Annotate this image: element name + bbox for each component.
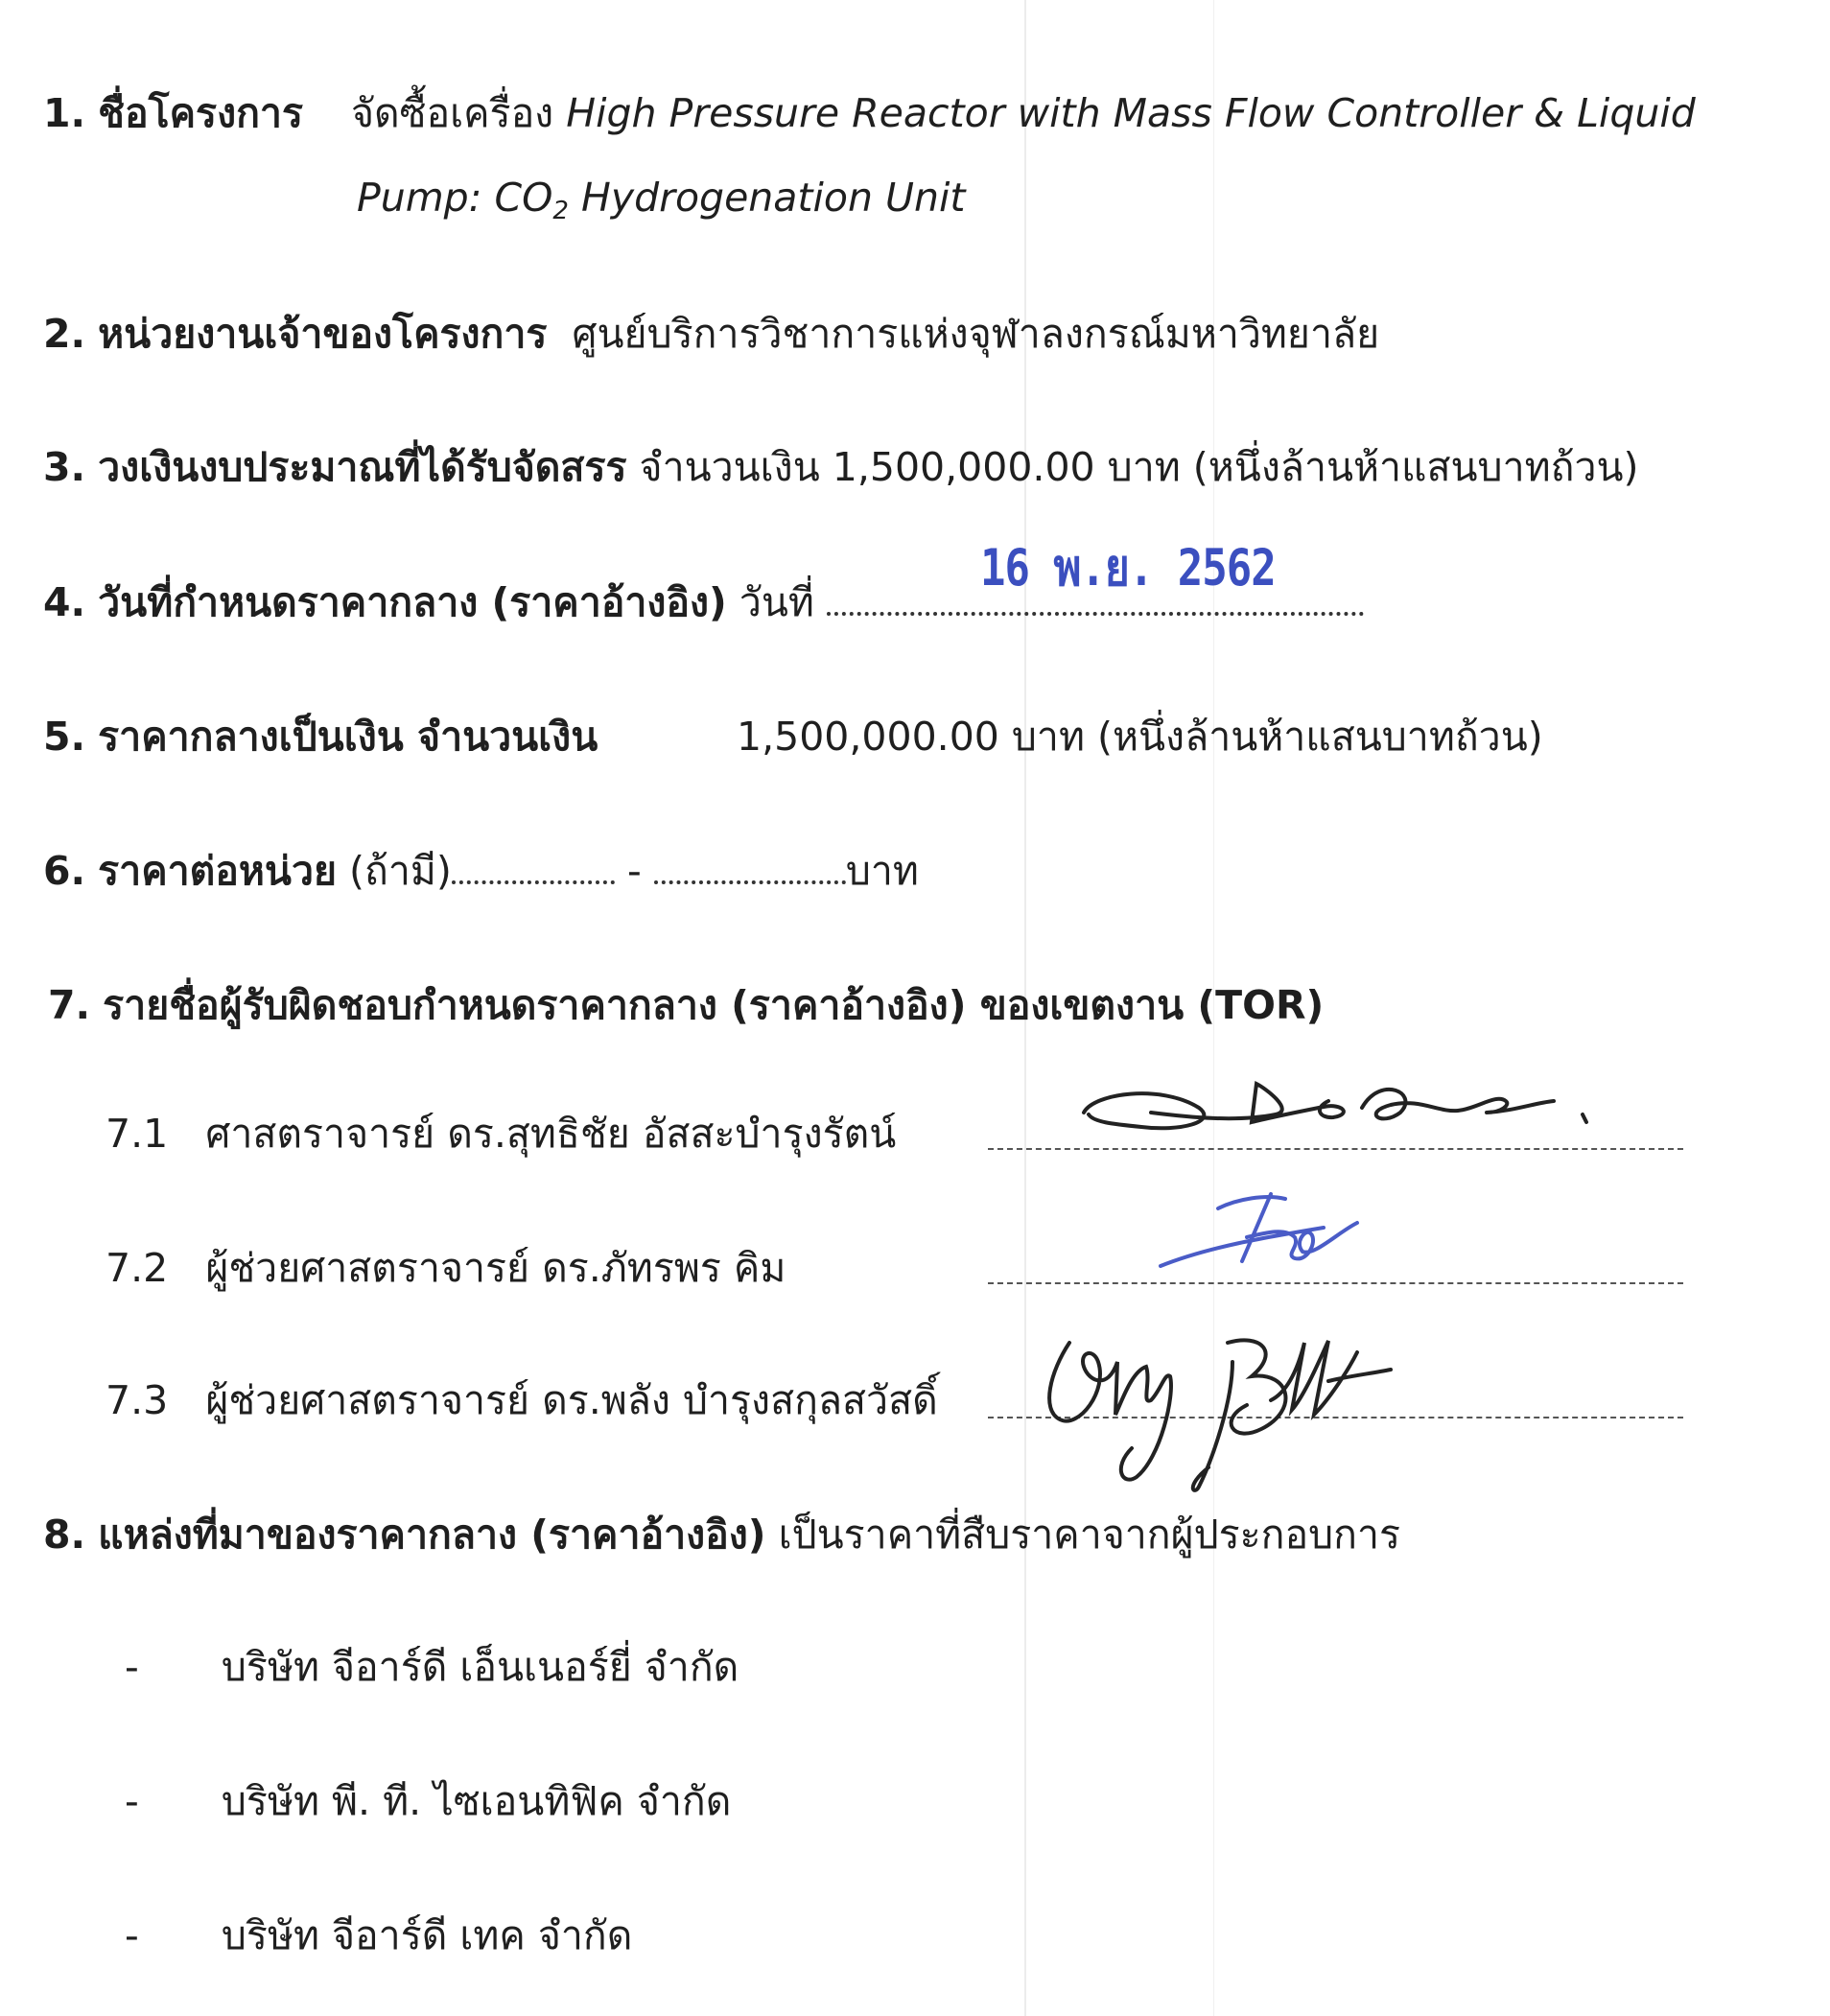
item1-prefix: จัดซื้อเครื่อง — [351, 90, 554, 136]
item5-row — [43, 714, 598, 760]
member-row-7-2 — [106, 1245, 786, 1291]
source-row-3 — [125, 1912, 633, 1958]
item2-number: 2. — [43, 311, 86, 357]
item6-dash: - — [626, 848, 642, 894]
item3-value: จำนวนเงิน 1,500,000.00 บาท (หนึ่งล้านห้าแสนบาทถ้วน) — [639, 444, 1639, 490]
item3-label: วงเงินงบประมาณที่ได้รับจัดสรร — [98, 444, 627, 490]
item6-paren: (ถ้ามี) — [349, 848, 452, 894]
source-name: บริษัท พี. ที. ไซเอนทิฟิค จำกัด — [221, 1778, 732, 1824]
item6-unit: บาท — [845, 848, 919, 894]
item1-title-subscript: 2 — [552, 197, 569, 225]
source-row-1 — [125, 1644, 739, 1690]
item7-label: รายชื่อผู้รับผิดชอบกำหนดราคากลาง (ราคาอ้างอิง) ของเขตงาน (TOR) — [103, 982, 1325, 1028]
item2-row — [43, 311, 1380, 357]
item8-row — [43, 1512, 1401, 1558]
item8-number: 8. — [43, 1512, 86, 1558]
signature-7-2 — [1151, 1180, 1381, 1285]
source-bullet: - — [125, 1912, 139, 1958]
item5-value-wrap — [737, 714, 1543, 760]
item3-row — [43, 444, 1639, 490]
item5-value: 1,500,000.00 บาท (หนึ่งล้านห้าแสนบาทถ้วน) — [737, 714, 1543, 760]
item4-label: วันที่กำหนดราคากลาง (ราคาอ้างอิง) — [98, 579, 727, 625]
item8-label: แหล่งที่มาของราคากลาง (ราคาอ้างอิง) — [98, 1512, 766, 1558]
source-bullet: - — [125, 1644, 139, 1690]
item1-value-line2 — [357, 175, 966, 225]
item4-number: 4. — [43, 579, 86, 625]
item5-label: ราคากลางเป็นเงิน จำนวนเงิน — [98, 714, 598, 760]
item4-value-label: วันที่ — [739, 579, 814, 625]
item8-value: เป็นราคาที่สืบราคาจากผู้ประกอบการ — [778, 1512, 1401, 1558]
member-name: ศาสตราจารย์ ดร.สุทธิชัย อัสสะบำรุงรัตน์ — [205, 1111, 897, 1157]
member-name: ผู้ช่วยศาสตราจารย์ ดร.ภัทรพร คิม — [205, 1245, 786, 1291]
item6-label: ราคาต่อหน่วย — [98, 848, 337, 894]
date-stamp: 16 พ.ย. 2562 — [980, 539, 1276, 598]
source-bullet: - — [125, 1778, 139, 1824]
item1-value-line1 — [351, 90, 1696, 136]
member-row-7-1 — [106, 1111, 897, 1157]
item5-number: 5. — [43, 714, 86, 760]
item1-label: ชื่อโครงการ — [98, 90, 303, 136]
member-number: 7.2 — [106, 1245, 169, 1291]
item1-title-line2-b: Hydrogenation Unit — [568, 175, 966, 221]
source-row-2 — [125, 1778, 732, 1824]
item3-number: 3. — [43, 444, 86, 490]
member-number: 7.1 — [106, 1111, 169, 1157]
member-number: 7.3 — [106, 1377, 169, 1423]
item6-dotted-blank-2 — [654, 877, 846, 884]
item4-dotted-blank — [827, 608, 1364, 616]
item6-dotted-blank-1 — [452, 877, 615, 884]
item1-title-line2-a: Pump: CO — [357, 175, 553, 221]
item1-title-line1: High Pressure Reactor with Mass Flow Controller & Liquid — [566, 90, 1696, 136]
member-row-7-3 — [106, 1377, 938, 1423]
item6-number: 6. — [43, 848, 86, 894]
member-name: ผู้ช่วยศาสตราจารย์ ดร.พลัง บำรุงสกุลสวัสดิ์ — [205, 1377, 938, 1423]
signature-7-1 — [1074, 1055, 1611, 1160]
source-name: บริษัท จีอาร์ดี เทค จำกัด — [221, 1912, 633, 1958]
item2-value: ศูนย์บริการวิชาการแห่งจุฬาลงกรณ์มหาวิทยาลัย — [572, 311, 1380, 357]
item7-row — [48, 982, 1325, 1028]
item4-row — [43, 579, 1364, 625]
item2-label: หน่วยงานเจ้าของโครงการ — [98, 311, 548, 357]
item7-number: 7. — [48, 982, 91, 1028]
item1-row — [43, 90, 303, 136]
item6-row — [43, 848, 919, 894]
source-name: บริษัท จีอาร์ดี เอ็นเนอร์ยี่ จำกัด — [221, 1644, 739, 1690]
signature-7-3 — [1041, 1324, 1405, 1496]
item1-number: 1. — [43, 90, 86, 136]
